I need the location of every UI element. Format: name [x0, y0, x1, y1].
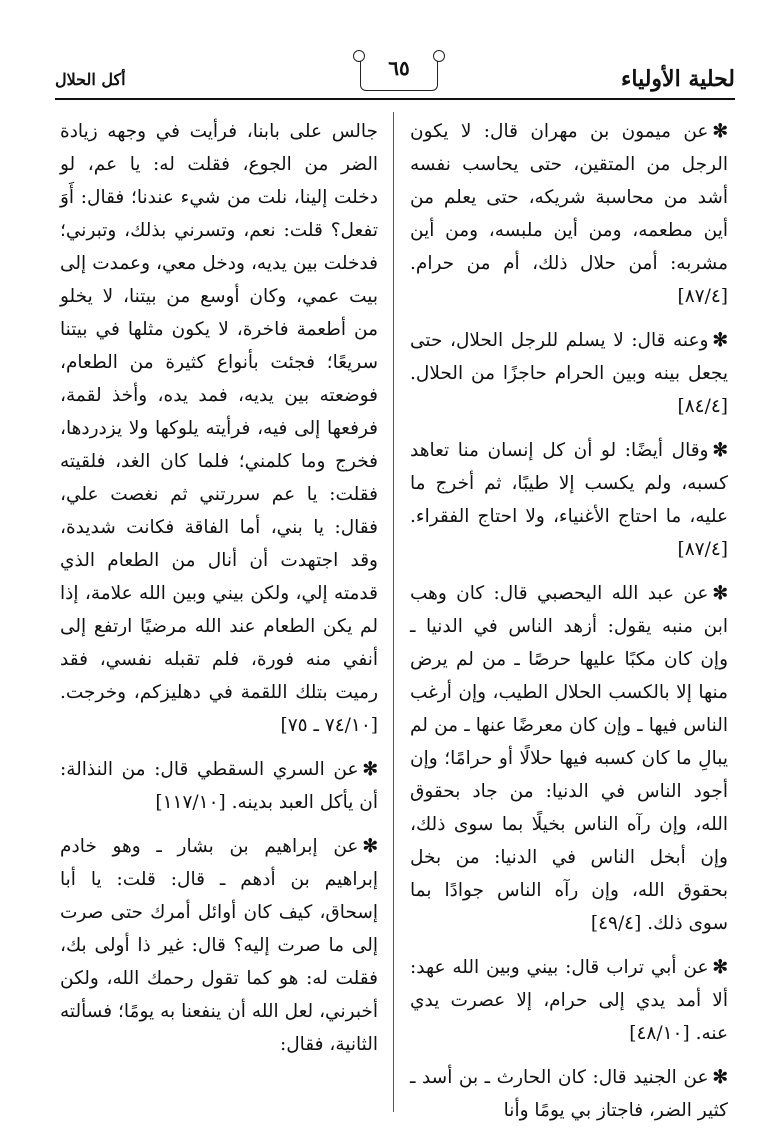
column-divider	[393, 112, 394, 1112]
paragraph-text: عن الجنيد قال: كان الحارث ـ بن أسد ـ كثير الضر، فاجتاز بي يومًا وأنا	[410, 1067, 728, 1121]
paragraph	[60, 830, 378, 1061]
page-header	[55, 52, 735, 102]
asterism-icon: ✻	[362, 836, 378, 857]
paragraph-text: عن أبي تراب قال: بيني وبين الله عهد: ألا أمد يدي إلى حرام، إلا عصرت يدي عنه. [٤٨/١٠]	[410, 957, 728, 1044]
paragraph	[410, 577, 728, 940]
paragraph-text: عن عبد الله اليحصبي قال: كان وهب ابن منبه يقول: أزهد الناس في الدنيا ـ وإن كان مكبًا عليها حرصًا ـ من لم يرض منها إلا بالكسب الحلال الطيب، وإن أرغب الناس فيها ـ وإن كان معرضًا عنها ـ من لم يبالِ ما كان كسبه فيها حلالًا أو حرامًا؛ وإن أجود الناس في الدنيا: من جاد بحقوق الله، وإن رآه الناس بخيلًا بما سوى ذلك، وإن أبخل الناس في الدنيا: من بخل بحقوق الله، وإن رآه الناس جوادًا بما سوى ذلك. [٤٩/٤]	[410, 583, 728, 934]
paragraph-text: جالس على بابنا، فرأيت في وجهه زيادة الضر من الجوع، فقلت له: يا عم، لو دخلت إلينا، نلت من شيء عندنا؛ فقال: أَوَ تفعل؟ قلت: نعم، وتسرني بذلك، وتبرني؛ فدخلت بين يديه، ودخل معي، وعمدت إلى بيت عمي، وكان أوسع من بيتنا، لا يخلو من أطعمة فاخرة، لا يكون مثلها في بيتنا سريعًا؛ فجئت بأنواع كثيرة من الطعام، فوضعته بين يديه، فمد يده، وأخذ لقمة، فرفعها إلى فيه، فرأيته يلوكها ولا يزدردها، فخرج وما كلمني؛ فلما كان الغد، فلقيته فقلت: يا عم سررتني ثم نغصت علي، فقال: يا بني، أما الفاقة فكانت شديدة، وقد اجتهدت أن أنال من الطعام الذي قدمته إلي، ولكن بيني وبين الله علامة، إذا لم يكن الطعام عند الله مرضيًا ارتفع إلى أنفي منه فورة، فلم تقبله نفسي، فقد رميت بتلك اللقمة في دهليزكم، وخرجت. [٧٤/١٠ ـ ٧٥]	[60, 121, 378, 736]
paragraph-text: وعنه قال: لا يسلم للرجل الحلال، حتى يجعل بينه وبين الحرام حاجزًا من الحلال. [٨٤/٤]	[410, 330, 728, 417]
asterism-icon: ✻	[712, 121, 728, 142]
page-number: ٦٥	[388, 56, 410, 80]
left-column	[60, 115, 378, 1072]
running-section-title: أكل الحلال	[55, 70, 126, 89]
asterism-icon: ✻	[712, 330, 728, 351]
paragraph	[410, 1061, 728, 1127]
paragraph-text: عن السري السقطي قال: من النذالة: أن يأكل العبد بدينه. [١١٧/١٠]	[60, 759, 378, 813]
header-rule	[55, 98, 735, 100]
asterism-icon: ✻	[362, 759, 378, 780]
paragraph	[410, 951, 728, 1050]
paragraph-text: عن ميمون بن مهران قال: لا يكون الرجل من المتقين، حتى يحاسب نفسه أشد من محاسبة شريكه، حتى يعلم من أين مطعمه، ومن أين ملبسه، ومن أين مشربه: أمن حلال ذلك، أم من حرام. [٨٧/٤]	[410, 121, 728, 307]
asterism-icon: ✻	[712, 1067, 728, 1088]
right-column	[410, 115, 728, 1138]
paragraph-text: وقال أيضًا: لو أن كل إنسان منا تعاهد كسبه، ولم يكسب إلا طيبًا، ثم أخرج ما عليه، ما احتاج الأغنياء، ولا احتاج الفقراء. [٨٧/٤]	[410, 440, 728, 560]
paragraph	[60, 753, 378, 819]
paragraph	[410, 115, 728, 313]
paragraph	[410, 324, 728, 423]
paragraph	[60, 115, 378, 742]
paragraph-text: عن إبراهيم بن بشار ـ وهو خادم إبراهيم بن أدهم ـ قال: قلت: يا أبا إسحاق، كيف كان أوائل أمرك حتى صرت إلى ما صرت إليه؟ قال: غير ذا أولى بك، فقلت له: هو كما تقول رحمك الله، ولكن أخبرني، لعل الله أن ينفعنا به يومًا؛ فسألته الثانية، فقال:	[60, 836, 378, 1055]
asterism-icon: ✻	[712, 440, 728, 461]
running-book-title: لحلية الأولياء	[621, 66, 735, 92]
asterism-icon: ✻	[712, 583, 728, 604]
paragraph	[410, 434, 728, 566]
asterism-icon: ✻	[712, 957, 728, 978]
page-number-frame	[360, 52, 438, 91]
